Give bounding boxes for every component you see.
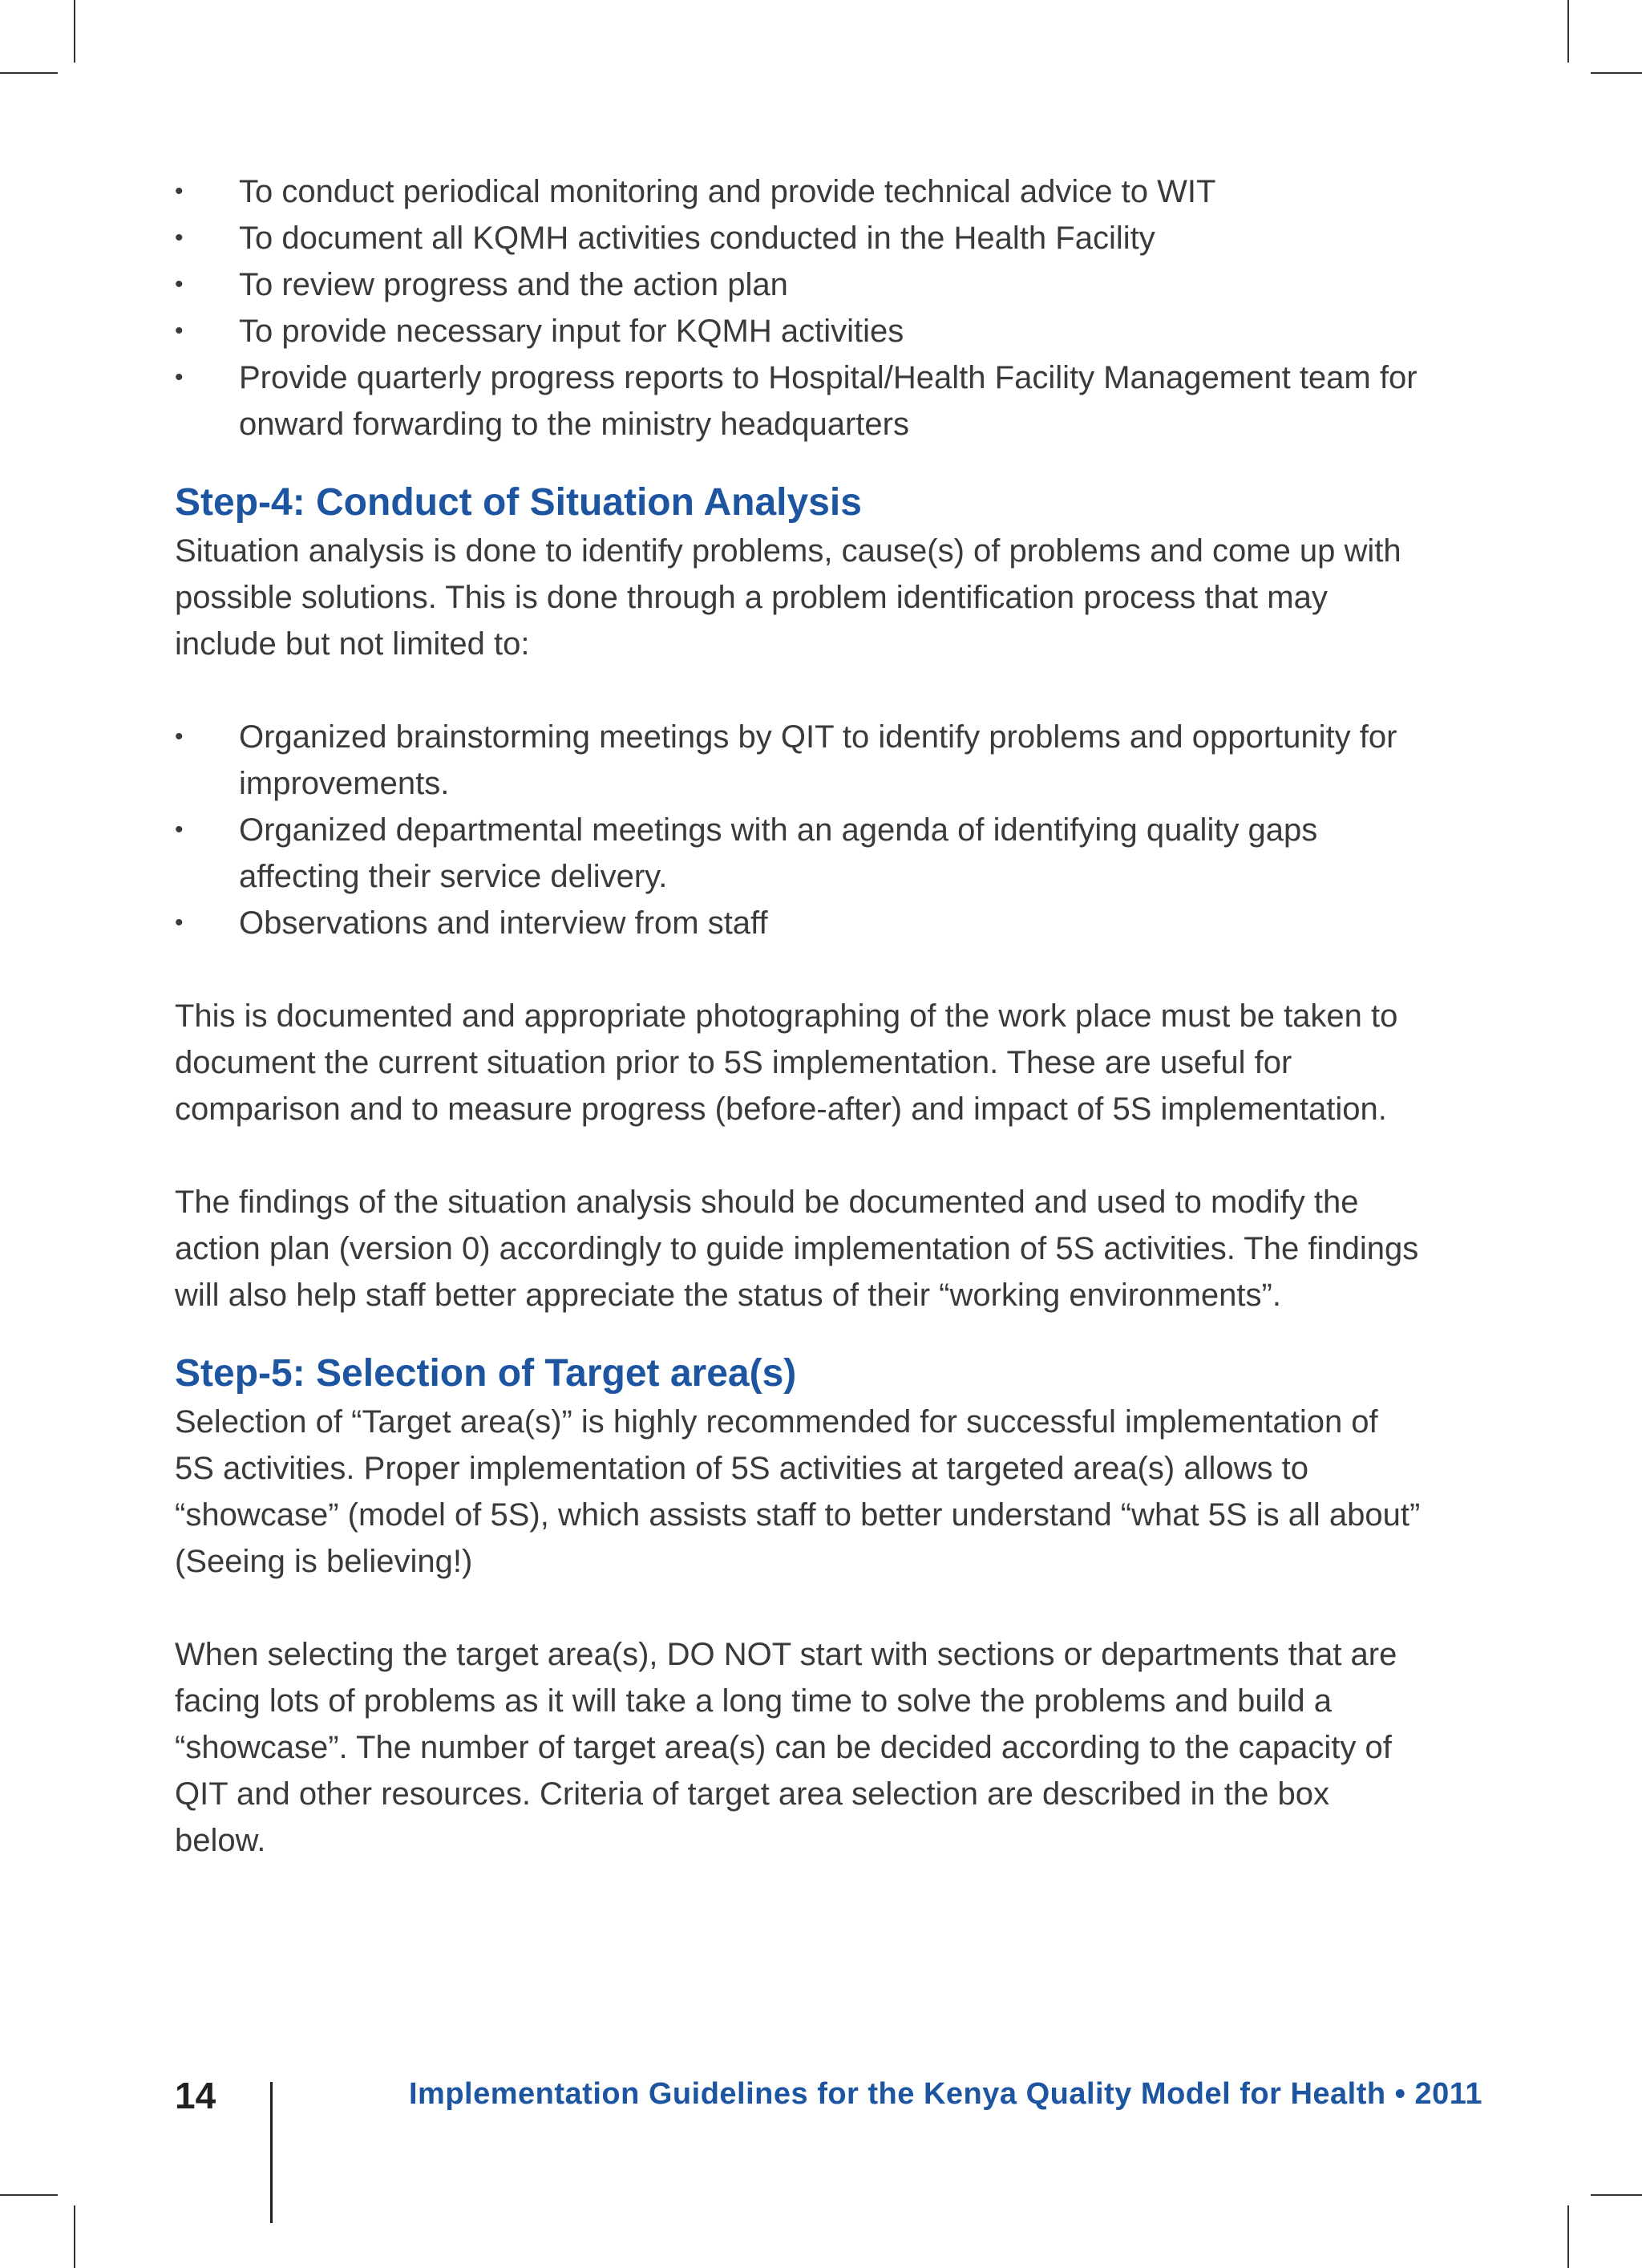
footer-divider — [270, 2082, 273, 2223]
step4-intro: Situation analysis is done to identify problems, cause(s) of problems and come up with possible solutions. This is done through a problem identification process that may include but not limited to: — [175, 533, 1401, 662]
list-item: • Provide quarterly progress reports to Hospital/Health Facility Management team for onward forwarding to the ministry headquarters — [175, 354, 1426, 448]
list-item: • Organized departmental meetings with an agenda of identifying quality gaps affecting their service delivery. — [175, 807, 1426, 900]
list-item: • To review progress and the action plan — [175, 261, 1426, 308]
bullet-icon: • — [175, 723, 184, 750]
crop-mark — [74, 0, 75, 63]
list-item: • To conduct periodical monitoring and provide technical advice to WIT — [175, 168, 1426, 215]
crop-mark — [1591, 2194, 1642, 2196]
bullet-icon: • — [175, 318, 184, 344]
bullet-icon: • — [175, 816, 184, 843]
crop-mark — [1591, 72, 1642, 74]
crop-mark — [1567, 0, 1569, 63]
step5-heading: Step-5: Selection of Target area(s) — [175, 1352, 797, 1395]
bullet-icon: • — [175, 225, 184, 251]
bullet-icon: • — [175, 271, 184, 298]
list-item: • To document all KQMH activities conducted in the Health Facility — [175, 215, 1426, 261]
crop-mark — [74, 2205, 75, 2268]
running-footer-title: Implementation Guidelines for the Kenya Quality Model for Health • 2011 — [409, 2077, 1482, 2111]
crop-mark — [0, 72, 58, 74]
step4-paragraph-findings: The findings of the situation analysis should be documented and used to modify the action plan (version 0) accordingly to guide implementation of 5S activities. The findings will also help staff better appreciate the status of their “working environments”. — [175, 1185, 1419, 1313]
step4-heading: Step-4: Conduct of Situation Analysis — [175, 481, 862, 524]
bullet-icon: • — [175, 909, 184, 936]
intro-bullet-list — [175, 168, 1426, 448]
crop-mark — [1567, 2205, 1569, 2268]
step4-bullet-list — [175, 714, 1426, 946]
step5-paragraph-selection: Selection of “Target area(s)” is highly recommended for successful implementation of 5S activities. Proper implementation of 5S activities at targeted area(s) allows to “showcase” (model of 5S), which assists staff to better understand “what 5S is all about” (Seeing is believing!) — [175, 1404, 1421, 1579]
page-content — [175, 168, 1426, 1864]
bullet-icon: • — [175, 178, 184, 205]
crop-mark — [0, 2194, 58, 2196]
list-item: • Organized brainstorming meetings by QIT to identify problems and opportunity for improvements. — [175, 714, 1426, 807]
page-number: 14 — [175, 2075, 216, 2116]
list-item: • To provide necessary input for KQMH activities — [175, 308, 1426, 354]
list-item: • Observations and interview from staff — [175, 900, 1426, 946]
step5-paragraph-criteria: When selecting the target area(s), DO NOT start with sections or departments that are facing lots of problems as it will take a long time to solve the problems and build a “showcase”. The number of target area(s) can be decided according to the capacity of QIT and other resources. Criteria of target area selection are described in the box below. — [175, 1637, 1397, 1858]
bullet-icon: • — [175, 364, 184, 391]
step4-paragraph-photographing: This is documented and appropriate photographing of the work place must be taken to document the current situation prior to 5S implementation. These are useful for comparison and to measure progress (before-after) and impact of 5S implementation. — [175, 998, 1398, 1127]
